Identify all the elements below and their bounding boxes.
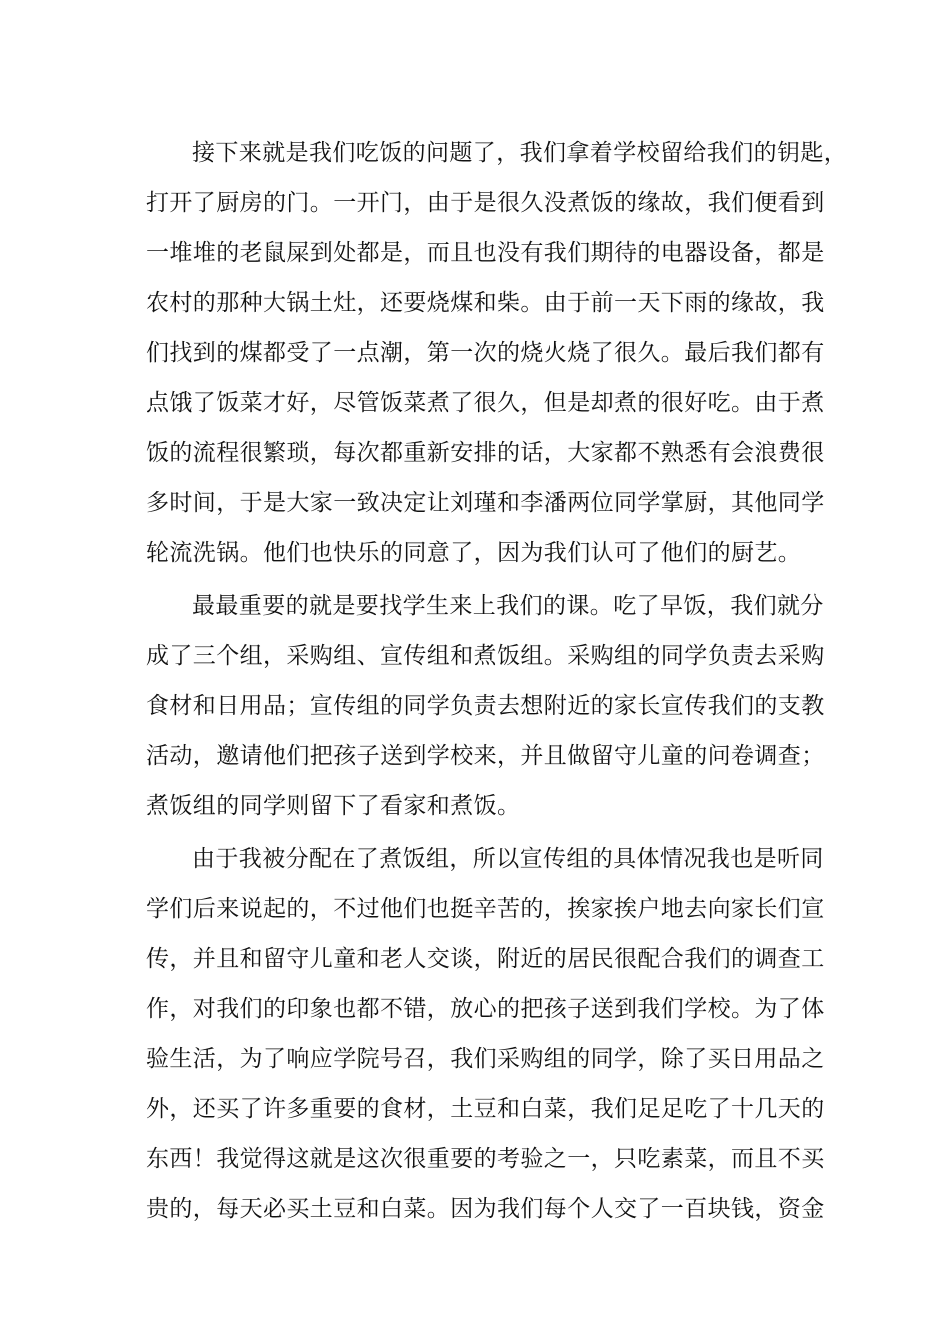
text-line: 饭的流程很繁琐，每次都重新安排的话，大家都不熟悉有会浪费很 [146, 440, 825, 466]
text-line: 打开了厨房的门。一开门，由于是很久没煮饭的缘故，我们便看到 [146, 190, 825, 216]
text-line: 东西！我觉得这就是这次很重要的考验之一，只吃素菜，而且不买 [146, 1146, 825, 1172]
text-line: 轮流洗锅。他们也快乐的同意了，因为我们认可了他们的厨艺。 [146, 540, 802, 566]
text-line: 接下来就是我们吃饭的问题了，我们拿着学校留给我们的钥匙， [192, 140, 848, 166]
text-line: 多时间，于是大家一致决定让刘瑾和李潘两位同学掌厨，其他同学 [146, 490, 825, 516]
text-line: 由于我被分配在了煮饭组，所以宣传组的具体情况我也是听同 [192, 846, 824, 872]
text-line: 农村的那种大锅土灶，还要烧煤和柴。由于前一天下雨的缘故，我 [146, 290, 825, 316]
text-line: 食材和日用品；宣传组的同学负责去想附近的家长宣传我们的支教 [146, 693, 825, 719]
text-line: 贵的，每天必买土豆和白菜。因为我们每个人交了一百块钱，资金 [146, 1196, 825, 1222]
text-line: 验生活，为了响应学院号召，我们采购组的同学，除了买日用品之 [146, 1046, 825, 1072]
paragraph-kitchen [146, 128, 848, 578]
text-line: 煮饭组的同学则留下了看家和煮饭。 [146, 793, 521, 819]
text-line: 外，还买了许多重要的食材，土豆和白菜，我们足足吃了十几天的 [146, 1096, 825, 1122]
text-line: 们找到的煤都受了一点潮，第一次的烧火烧了很久。最后我们都有 [146, 340, 825, 366]
paragraph-groups [146, 581, 825, 831]
text-line: 成了三个组，采购组、宣传组和煮饭组。采购组的同学负责去采购 [146, 643, 825, 669]
document-body [146, 128, 848, 1234]
text-line: 点饿了饭菜才好，尽管饭菜煮了很久，但是却煮的很好吃。由于煮 [146, 390, 825, 416]
text-line: 传，并且和留守儿童和老人交谈，附近的居民很配合我们的调查工 [146, 946, 825, 972]
text-line: 最最重要的就是要找学生来上我们的课。吃了早饭，我们就分 [192, 593, 824, 619]
text-line: 活动，邀请他们把孩子送到学校来，并且做留守儿童的问卷调查； [146, 743, 825, 769]
text-line: 一堆堆的老鼠屎到处都是，而且也没有我们期待的电器设备，都是 [146, 240, 825, 266]
text-line: 作，对我们的印象也都不错，放心的把孩子送到我们学校。为了体 [146, 996, 825, 1022]
text-line: 学们后来说起的，不过他们也挺辛苦的，挨家挨户地去向家长们宣 [146, 896, 825, 922]
paragraph-cooking-group [146, 834, 825, 1234]
